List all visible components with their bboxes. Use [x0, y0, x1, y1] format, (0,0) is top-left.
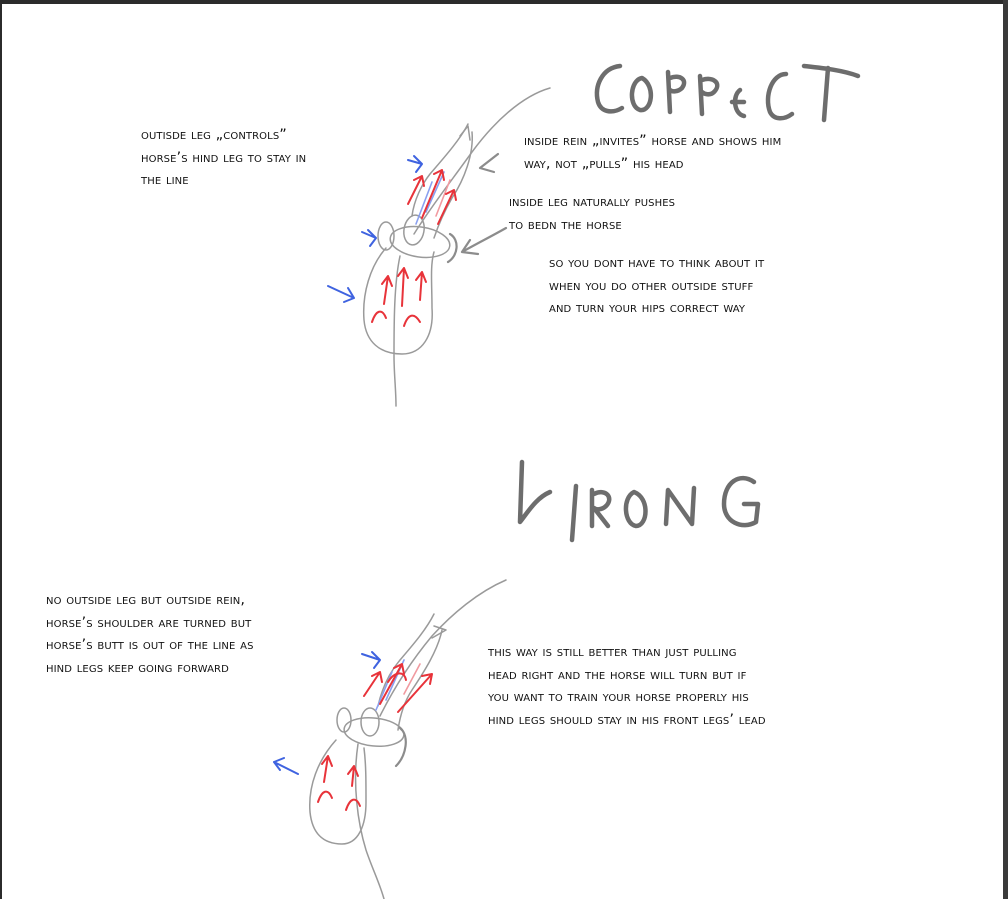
note-line: and turn your hips correct way: [549, 300, 746, 316]
note-line: hind legs should stay in his front legs’ lead: [488, 711, 766, 728]
note-line: when you do other outside stuff: [549, 277, 754, 294]
wrong-heading-art: [520, 462, 758, 540]
note-line: the line: [141, 172, 189, 188]
inside-rein-note: [524, 130, 781, 175]
hips-note: [549, 252, 764, 320]
note-line: outisde leg „controls”: [141, 127, 287, 143]
correct-horse-sketch: [328, 88, 550, 406]
inside-leg-note: [509, 191, 675, 236]
outside-rein-note: [46, 589, 254, 679]
note-line: to bedn the horse: [509, 216, 622, 233]
outside-leg-note: [141, 124, 306, 192]
note-line: so you dont have to think about it: [549, 255, 765, 271]
note-line: horse’s butt is out of the line as: [46, 637, 254, 653]
better-way-note: [488, 641, 766, 731]
note-line: head right and the horse will turn but if: [488, 666, 747, 683]
scrollbar[interactable]: [1003, 0, 1008, 899]
note-line: way, not „pulls” his head: [524, 155, 684, 172]
note-line: horse’s shoulder are turned but: [46, 614, 252, 631]
note-line: horse’s hind leg to stay in: [141, 149, 307, 166]
note-line: inside leg naturally pushes: [509, 194, 676, 210]
correct-heading-art: [597, 66, 858, 120]
wrong-horse-sketch: [274, 580, 506, 899]
note-line: you want to train your horse properly his: [488, 689, 749, 705]
note-line: this way is still better than just pulling: [488, 644, 737, 660]
note-line: no outside leg but outside rein,: [46, 592, 246, 608]
note-line: hind legs keep going forward: [46, 659, 229, 676]
drawing-canvas: [2, 4, 1003, 899]
note-line: inside rein „invites” horse and shows him: [524, 133, 782, 149]
